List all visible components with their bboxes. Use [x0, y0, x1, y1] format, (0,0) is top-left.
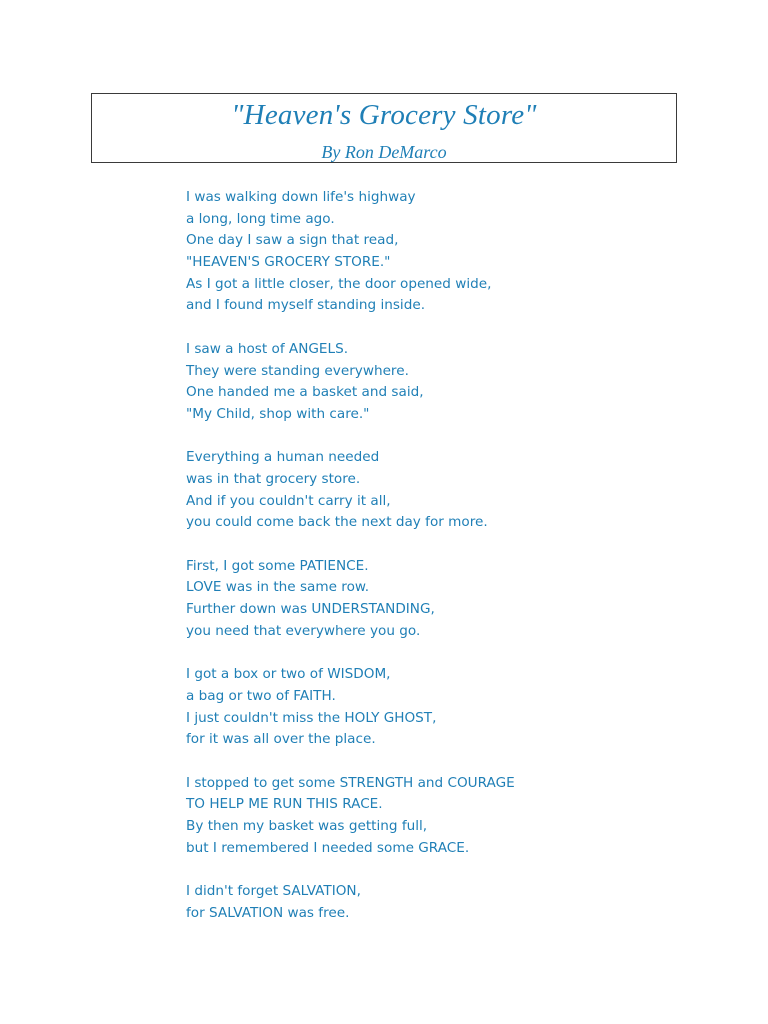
poem-line: I just couldn't miss the HOLY GHOST,: [186, 709, 437, 726]
poem-line: First, I got some PATIENCE.: [186, 557, 369, 574]
poem-line: One handed me a basket and said,: [186, 384, 424, 401]
poem-line: By then my basket was getting full,: [186, 817, 428, 834]
poem-line: I got a box or two of WISDOM,: [186, 666, 391, 683]
poem-line: I didn't forget SALVATION,: [186, 883, 361, 899]
poem-line: a long, long time ago.: [186, 210, 335, 227]
stanza: [186, 773, 515, 860]
poem-line: "My Child, shop with care.": [186, 405, 370, 422]
stanza: [186, 187, 515, 317]
poem-line: you need that everywhere you go.: [186, 622, 421, 639]
stanza: [186, 664, 515, 751]
poem-line: for it was all over the place.: [186, 731, 376, 748]
poem-line: LOVE was in the same row.: [186, 579, 370, 596]
poem-body: [186, 187, 515, 946]
poem-line: I saw a host of ANGELS.: [186, 340, 349, 357]
poem-line: you could come back the next day for more.: [186, 514, 488, 531]
poem-line: "HEAVEN'S GROCERY STORE.": [186, 254, 391, 271]
poem-line: but I remembered I needed some GRACE.: [186, 839, 470, 856]
title-box: [91, 93, 677, 163]
poem-line: One day I saw a sign that read,: [186, 232, 399, 249]
poem-line: for SALVATION was free.: [186, 904, 350, 921]
poem-title: "Heaven's Grocery Store": [231, 99, 537, 131]
poem-line: As I got a little closer, the door opened wide,: [186, 275, 492, 292]
stanza: [186, 447, 515, 534]
poem-line: They were standing everywhere.: [186, 362, 409, 379]
poem-line: TO HELP ME RUN THIS RACE.: [186, 796, 383, 813]
poem-line: a bag or two of FAITH.: [186, 687, 336, 704]
poem-line: I stopped to get some STRENGTH and COURAGE: [186, 774, 515, 791]
stanza: [186, 881, 515, 924]
poem-line: was in that grocery store.: [186, 470, 361, 487]
poem-byline: By Ron DeMarco: [321, 142, 447, 162]
stanza: [186, 556, 515, 643]
poem-line: Further down was UNDERSTANDING,: [186, 601, 435, 618]
poem-line: I was walking down life's highway: [186, 189, 416, 205]
poem-line: and I found myself standing inside.: [186, 297, 426, 314]
poem-line: And if you couldn't carry it all,: [186, 492, 391, 509]
stanza: [186, 339, 515, 426]
poem-line: Everything a human needed: [186, 449, 380, 466]
